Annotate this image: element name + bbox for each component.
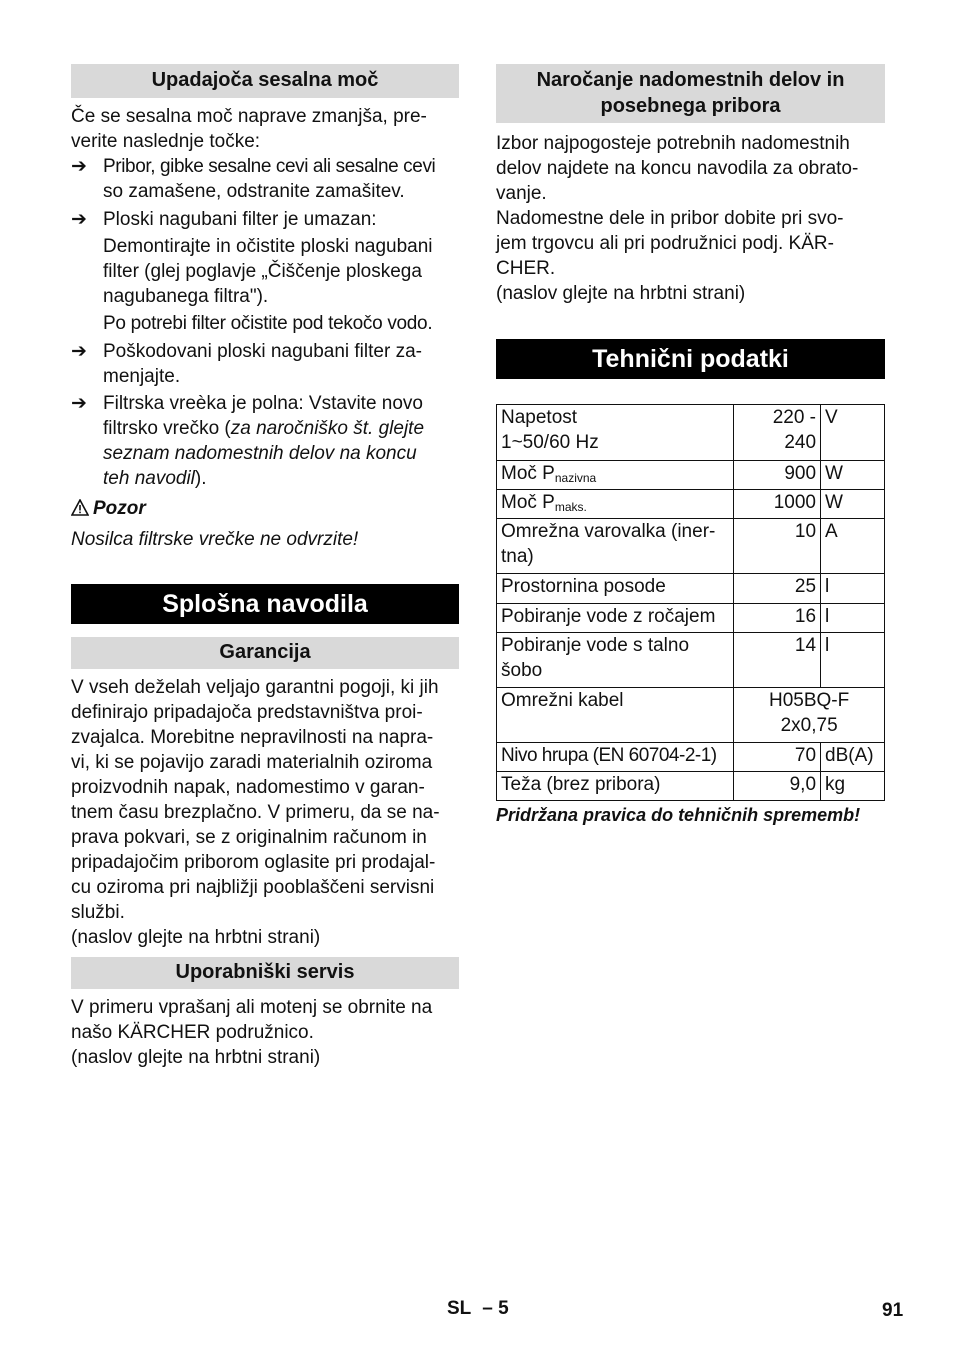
tech-note: Pridržana pravica do tehničnih sprememb!	[496, 805, 861, 825]
footer-page-label	[447, 1296, 509, 1321]
text-line: tnem času brezplačno. V primeru, da se na-	[71, 802, 440, 823]
list-item-text	[103, 416, 459, 441]
warning-title: Pozor	[93, 498, 146, 519]
table-cell-unit: A	[821, 519, 885, 574]
table-cell-value: 14	[734, 633, 821, 688]
table-row	[497, 490, 885, 519]
list-item-text	[103, 466, 459, 491]
text-line: Izbor najpogosteje potrebnih nadomestnih	[496, 133, 850, 154]
table-cell-unit: dB(A)	[821, 743, 885, 772]
table-row	[497, 743, 885, 772]
service-text	[71, 995, 459, 1070]
right-column	[496, 64, 885, 828]
text-line: službi.	[71, 902, 125, 923]
table-cell-unit: kg	[821, 772, 885, 801]
table-cell-value: 1000	[734, 490, 821, 519]
table-cell-value: 220 - 240	[734, 405, 821, 461]
table-row	[497, 405, 885, 461]
table-cell-value: 10	[734, 519, 821, 574]
section-heading-suction-power: Upadajoča sesalna moč	[71, 64, 459, 98]
text-line: definirajo pripadajoča predstavništva proi-	[71, 702, 423, 723]
text-line: vi, ki se pojavijo zaradi materialnih oziroma	[71, 752, 433, 773]
table-cell-value: 9,0	[734, 772, 821, 801]
warranty-text	[71, 675, 459, 950]
table-row	[497, 574, 885, 604]
text-line: pripadajočim priborom oglasite pri prodajal-	[71, 852, 436, 873]
table-cell-value: 70	[734, 743, 821, 772]
warning-triangle-icon	[71, 498, 93, 523]
text-line: delov najdete na koncu navodila za obrato-	[496, 158, 859, 179]
table-cell-unit: l	[821, 633, 885, 688]
table-cell-value: 16	[734, 604, 821, 633]
section-heading-tech-data: Tehnični podatki	[496, 339, 885, 379]
spare-parts-text	[496, 131, 885, 306]
text-line: proizvodnih napak, nadomestimo v garan-	[71, 777, 425, 798]
text-line: (naslov glejte na hrbtni strani)	[71, 927, 321, 948]
list-item	[71, 339, 459, 389]
table-cell-label: Nivo hrupa (EN 60704-2-1)	[497, 743, 734, 772]
warning-block	[71, 496, 459, 552]
text-line: V primeru vprašanj ali motenj se obrnite na	[71, 997, 433, 1018]
list-item-text: Demontirajte in očistite ploski nagubani	[103, 236, 433, 257]
text-line: zvajalca. Morebitne nepravilnosti na napra-	[71, 727, 434, 748]
table-row	[497, 688, 885, 743]
table-cell-label: Pobiranje vode z ročajem	[497, 604, 734, 633]
table-cell-label: Napetost 1~50/60 Hz	[497, 405, 734, 461]
footer-page-number: 91	[882, 1300, 904, 1321]
list-item-text-italic: teh navodil	[103, 468, 195, 489]
list-item-text-italic: za naročniško št. glejte	[230, 418, 425, 439]
list-item-text: nagubanega filtra").	[103, 286, 269, 307]
list-item-text: filter (glej poglavje „Čiščenje ploskega	[103, 261, 422, 282]
text-line: vanje.	[496, 183, 547, 204]
table-cell-value: 25	[734, 574, 821, 604]
table-cell-label: Pobiranje vode s talno šobo	[497, 633, 734, 688]
text-line: (naslov glejte na hrbtni strani)	[496, 283, 746, 304]
left-column	[71, 64, 459, 1070]
list-item	[71, 154, 459, 204]
list-item-text: so zamašene, odstranite zamašitev.	[103, 181, 405, 202]
text-line: našo KÄRCHER podružnico.	[71, 1022, 314, 1043]
list-item-text: Po potrebi filter očistite pod tekočo vodo.	[103, 313, 433, 334]
text-line: V vseh deželah veljajo garantni pogoji, ki jih	[71, 677, 439, 698]
table-cell-unit: W	[821, 490, 885, 519]
list-item	[71, 391, 459, 491]
intro-line-2: verite naslednje točke:	[71, 131, 261, 152]
warning-text: Nosilca filtrske vrečke ne odvrzite!	[71, 529, 359, 550]
list-item-text: Ploski nagubani filter je umazan:	[103, 209, 377, 230]
footer-separator: –	[482, 1298, 493, 1319]
table-cell-value: 900	[734, 461, 821, 490]
text-line: jem trgovcu ali pri podružnici podj. KÄR-	[496, 233, 834, 254]
arrow-right-icon: ➔	[71, 393, 87, 414]
heading-line: Naročanje nadomestnih delov in	[536, 69, 845, 91]
table-cell-label: Omrežna varovalka (iner- tna)	[497, 519, 734, 574]
table-cell-unit: W	[821, 461, 885, 490]
tech-data-table	[496, 404, 885, 801]
table-cell-unit: l	[821, 574, 885, 604]
list-item	[71, 207, 459, 336]
list-item-text: Poškodovani ploski nagubani filter za-	[103, 341, 422, 362]
text-line: CHER.	[496, 258, 556, 279]
section-heading-warranty: Garancija	[71, 637, 459, 669]
list-item-text-part: ).	[194, 468, 207, 489]
section-heading-general: Splošna navodila	[71, 584, 459, 624]
table-row	[497, 461, 885, 490]
table-cell-label: Moč $P_{maks.}$	[497, 490, 734, 519]
table-row	[497, 604, 885, 633]
table-cell-label: Teža (brez pribora)	[497, 772, 734, 801]
text-line: cu oziroma pri najbližji pooblaščeni servisni	[71, 877, 435, 898]
table-row	[497, 633, 885, 688]
list-item-text: menjajte.	[103, 366, 181, 387]
table-cell-label: Prostornina posode	[497, 574, 734, 604]
text-line: Nadomestne dele in pribor dobite pri svo-	[496, 208, 844, 229]
list-item-text: Filtrska vreèka je polna: Vstavite novo	[103, 393, 423, 414]
arrow-right-icon: ➔	[71, 156, 87, 177]
text-line: (naslov glejte na hrbtni strani)	[71, 1047, 321, 1068]
list-item-text-part: filtrsko vrečko (	[103, 418, 231, 439]
table-cell-unit: V	[821, 405, 885, 461]
table-cell-label: Omrežni kabel	[497, 688, 734, 743]
list-item-text: seznam nadomestnih delov na koncu	[103, 443, 417, 464]
footer-page-in-lang: 5	[498, 1298, 509, 1319]
table-cell-label: Moč $P_{nazivna}$	[497, 461, 734, 490]
table-cell-unit: l	[821, 604, 885, 633]
arrow-right-icon: ➔	[71, 341, 87, 362]
table-row	[497, 772, 885, 801]
table-row	[497, 519, 885, 574]
arrow-right-icon: ➔	[71, 209, 87, 230]
section-heading-spare-parts	[496, 64, 885, 123]
section-heading-service: Uporabniški servis	[71, 957, 459, 989]
table-cell-value: H05BQ-F 2x0,75	[734, 688, 885, 743]
list-item-text: Pribor, gibke sesalne cevi ali sesalne cevi	[103, 156, 436, 177]
text-line: prava pokvari, se z originalnim računom in	[71, 827, 427, 848]
heading-line: posebnega pribora	[600, 95, 781, 117]
footer-lang: SL	[447, 1298, 471, 1319]
intro-line-1: Če se sesalna moč naprave zmanjša, pre-	[71, 106, 427, 127]
